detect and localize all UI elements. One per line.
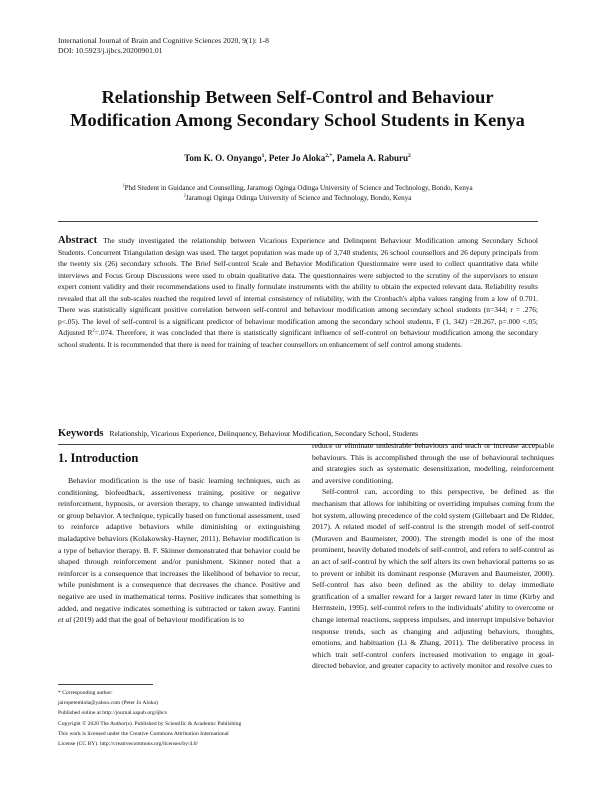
footnotes — [58, 688, 308, 749]
intro-paragraph-2: Self-control can, according to this perspective, be defined as the mechanism that allows for inhibiting or overriding impulses coming from the hot system, allowing precedence of the cold system (Gillebaart and De Ridder, 2017). A related model of self-control is the strength model of self-control (Muraven and Baumeister, 2000). The strength model is one of the most prominent, heavily debated models of self-control, and refers to self-control as an act of self-control by which the self alters its own behavioral patterns so as to prevent or inhibit its dominant response (Muraven and Baumeister, 2000). Self-control has also been defined as the ability to delay immediate gratification of a smaller reward for a larger reward later in time (Kirby and Herrnstein, 1995). self-control refers to the individuals' ability to overcome or change internal reactions, suppress impulses, and interrupt impulsive behavior response trends, such as changing and adjusting behaviors, thoughts, emotions, and habituation (Li & Zhang, 2011). The deliberative process in which trait self-control confers increased motivation to engage in goal-directed behavior, and greater capacity to actively monitor and resolve cues to — [312, 487, 554, 671]
keywords-text: Relationship, Vicarious Experience, Delinquency, Behaviour Modification, Secondary School, Students — [109, 429, 419, 438]
journal-header — [58, 36, 269, 56]
title-line-2: Modification Among Secondary School Students in Kenya — [70, 110, 525, 130]
footnote-divider — [58, 684, 153, 685]
author-2-mark: 2,* — [325, 153, 333, 159]
author-separator: , — [332, 153, 337, 163]
abstract-superscript: 2 — [92, 327, 95, 333]
journal-citation: International Journal of Brain and Cognitive Sciences 2020, 9(1): 1-8 — [58, 36, 269, 45]
footnote-line: jairopetemlola@yahoo.com (Peter Jo Aloka) — [58, 700, 158, 707]
footnote-line: Published online at http://journal.sapub.org/ijbcs — [58, 710, 167, 717]
intro-paragraph-1 — [58, 475, 300, 626]
keywords-label: Keywords — [58, 428, 104, 439]
intro-etal: et al — [58, 615, 72, 625]
footnote-line: License (CC BY). http://creativecommons.org/licenses/by/4.0/ — [58, 741, 199, 748]
author-3: Pamela A. Raburu — [336, 153, 408, 163]
header-divider — [58, 221, 538, 222]
intro-paragraph-1-end: (2019) add that the goal of behaviour modification is to — [71, 615, 244, 625]
keywords — [58, 428, 538, 440]
paper-title — [40, 86, 555, 132]
right-column — [312, 440, 554, 672]
footnote-line: This work is licensed under the Creative Commons Attribution International — [58, 730, 229, 737]
abstract-text: The study investigated the relationship between Vicarious Experience and Delinquent Behaviour Modification among Secondary School Students. Concurrent Triangulation design was used. The target population was made up of 3,740 students, 26 school counsellors and 26 deputy principals from the twenty six (26) secondary schools. The Brief Self-control Scale and Behavior Modification Questionnaire were used to collect quantitative data while interviews and Focus Group Discussions were used to obtain qualitative data. The questionnaires were subjected to the scrutiny of the supervisors to ensure expert content validity and their recommendations used to finally formulate instruments with the ability to obtain the expected relevant data. Reliability results revealed that all the sub-scales reached the required level of internal consistency of reliability, with the Cronbach's alpha values ranging from a low of 0.701. There was statistically significant positive correlation between self-control and behaviour modification among secondary school students (n=344; r = .276; p<.05). The level of self-control is a significant predictor of behaviour modification among the secondary school students, F (1, 342) =28.267, p=.000 <.05; Adjusted R — [58, 236, 538, 337]
footnote-line: Copyright © 2020 The Author(s). Published by Scientific & Academic Publishing — [58, 720, 242, 727]
journal-doi: DOI: 10.5923/j.ijbcs.20200901.01 — [58, 46, 163, 55]
intro-paragraph-1-text: Behavior modification is the use of basic learning techniques, such as conditioning, biofeedback, assertiveness training, positive or negative reinforcement, hypnosis, or aversion therapy, to change unwanted individual or group behavior. A technique, typically based on functional assessment, used to reinforce adaptive behaviors while diminishing or extinguishing maladaptive behaviors (Kolakowsky-Hayner, 2011). Behavior modification is a type of behavior therapy. B. F. Skinner demonstrated that behavior could be shaped through reinforcement and/or punishment. Skinner noted that a reinforcer is a consequence that increases the likelihood of behavior to recur, while punishment is a consequence that decreases the chance. Positive and negative are used in mathematical terms. Positive indicates that something is added, and negative indicates something is subtracted or taken away. Fantini — [58, 476, 300, 613]
affiliation-2-text: Jaramogi Oginga Odinga University of Science and Technology, Bondo, Kenya — [185, 194, 412, 202]
affiliation-1 — [0, 183, 595, 193]
author-list — [0, 153, 595, 163]
affiliation-1-text: Phd Student in Guidance and Counselling, Jaramogi Oginga Odinga University of Science and Technology, Bondo, Kenya — [124, 184, 473, 192]
author-1-mark: 1 — [261, 153, 265, 159]
author-3-mark: 2 — [408, 153, 411, 159]
footnote-line: * Corresponding author: — [58, 690, 113, 696]
abstract-label: Abstract — [58, 235, 98, 246]
affiliation-2 — [0, 193, 595, 203]
affiliations — [0, 183, 595, 203]
section-heading-introduction: 1. Introduction — [58, 451, 139, 465]
abstract — [58, 235, 538, 350]
affiliation-1-mark: 1 — [122, 182, 125, 188]
author-separator: , — [264, 153, 269, 163]
intro-paragraph-continued: reduce or eliminate undesirable behaviours and teach or increase acceptable behaviours. This is accomplished through the use of behavioural techniques and strategies such as systematic desensitization, modelling, reinforcement and aversive conditioning. — [312, 441, 554, 485]
left-column — [58, 475, 300, 626]
abstract-text-continued: =.074. Therefore, it was concluded that there is statistically significant influence of self-control on behaviour modification among the secondary school students. It is recommended that there is need for training of teacher counsellors on enhancement of self control among students. — [58, 328, 538, 349]
author-1: Tom K. O. Onyango — [184, 153, 262, 163]
affiliation-2-mark: 2 — [183, 192, 186, 198]
title-line-1: Relationship Between Self-Control and Behaviour — [101, 87, 494, 107]
author-2: Peter Jo Aloka — [268, 153, 326, 163]
